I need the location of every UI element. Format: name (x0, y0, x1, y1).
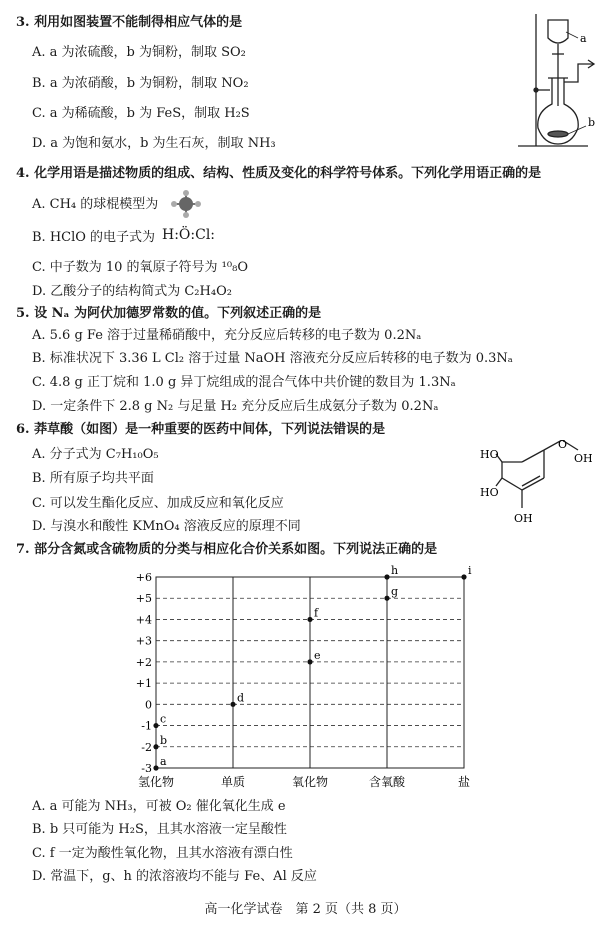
q3-option-a: A. a 为浓硫酸，b 为铜粉，制取 SO₂ (32, 45, 246, 60)
shikimic-label-oh-right: OH (574, 452, 593, 465)
chart-y-tick-label: 0 (145, 698, 152, 712)
q7-option-d: D. 常温下，g、h 的浓溶液均不能与 Fe、Al 反应 (32, 869, 317, 884)
chart-y-tick-label: +6 (135, 571, 152, 584)
q4-option-a: A. CH₄ 的球棍模型为 (32, 197, 159, 212)
chart-point-e (307, 659, 312, 664)
shikimic-label-oh-bottom: OH (514, 512, 533, 525)
chart-point-d (230, 702, 235, 707)
q7-option-a: A. a 可能为 NH₃，可被 O₂ 催化氧化生成 e (32, 799, 286, 814)
chart-y-tick-label: +3 (135, 634, 152, 648)
chart-y-tick-label: -3 (141, 762, 152, 775)
chart-point-i (461, 574, 466, 579)
q6-option-c: C. 可以发生酯化反应、加成反应和氧化反应 (32, 496, 284, 511)
chart-point-label-h: h (391, 564, 399, 577)
chart-point-label-e: e (314, 648, 321, 662)
chart-point-a (153, 765, 158, 770)
q5-option-a: A. 5.6 g Fe 溶于过量稀硝酸中，充分反应后转移的电子数为 0.2Nₐ (32, 328, 422, 343)
q3-option-b: B. a 为浓硝酸，b 为铜粉，制取 NO₂ (32, 76, 249, 91)
shikimic-label-ho-top: HO (480, 448, 499, 461)
chart-y-tick-label: -2 (141, 740, 152, 754)
q5-option-b: B. 标准状况下 3.36 L Cl₂ 溶于过量 NaOH 溶液充分反应后转移的电子数为 0.3Nₐ (32, 351, 513, 366)
chart-y-tick-label: +4 (135, 613, 152, 627)
q6-option-d: D. 与溴水和酸性 KMnO₄ 溶液反应的原理不同 (32, 519, 301, 534)
q7-option-c: C. f 一定为酸性氧化物，且其水溶液有漂白性 (32, 846, 293, 861)
q5-option-c: C. 4.8 g 正丁烷和 1.0 g 异丁烷组成的混合气体中共价键的数目为 1.3Nₐ (32, 375, 456, 390)
apparatus-label-a: a (580, 32, 587, 45)
page-footer: 高一化学试卷 第 2 页（共 8 页） (204, 902, 407, 917)
chart-point-g (384, 596, 389, 601)
chart-x-tick-label: 盐 (457, 775, 471, 789)
chart-x-tick-label: 含氧酸 (368, 775, 406, 789)
chart-x-tick-label: 单质 (220, 775, 246, 789)
chart-y-tick-label: +5 (135, 592, 152, 606)
q6-option-b: B. 所有原子均共平面 (32, 471, 154, 486)
chart-point-label-d: d (237, 691, 245, 705)
chart-y-ticks (136, 571, 152, 775)
q4-option-d: D. 乙酸分子的结构简式为 C₂H₄O₂ (32, 284, 232, 299)
q4-stem: 4. 化学用语是描述物质的组成、结构、性质及变化的科学符号体系。下列化学用语正确的是 (16, 166, 542, 181)
q5-option-d: D. 一定条件下 2.8 g N₂ 与足量 H₂ 充分反应后生成氨分子数为 0.2Nₐ (32, 399, 439, 414)
chart-point-label-f: f (314, 606, 319, 620)
chart-y-tick-label: +1 (135, 677, 152, 691)
hclo-electron-formula: H:Ö:Cl: (162, 227, 216, 243)
q6-stem: 6. 莽草酸（如图）是一种重要的医药中间体，下列说法错误的是 (16, 422, 386, 437)
chart-point-c (153, 723, 158, 728)
chart-x-labels (138, 774, 470, 789)
gas-generation-apparatus (508, 8, 604, 156)
q4-option-c: C. 中子数为 10 的氧原子符号为 ¹⁰₈O (32, 260, 248, 275)
chart-point-label-b: b (160, 733, 168, 747)
apparatus-label-b: b (588, 116, 596, 129)
chart-points (153, 564, 472, 771)
q3-stem: 3. 利用如图装置不能制得相应气体的是 (16, 15, 243, 30)
shikimic-label-ho-bottom: HO (480, 486, 499, 499)
chart-point-h (384, 574, 389, 579)
chart-point-label-g: g (391, 585, 399, 599)
q5-stem: 5. 设 Nₐ 为阿伏加德罗常数的值。下列叙述正确的是 (16, 306, 322, 321)
q3-option-d: D. a 为饱和氨水，b 为生石灰，制取 NH₃ (32, 136, 276, 151)
chart-y-tick-label: +2 (135, 655, 152, 669)
chart-x-tick-label: 氧化物 (291, 775, 329, 789)
chart-point-label-c: c (160, 712, 167, 726)
q7-stem: 7. 部分含氮或含硫物质的分类与相应化合价关系如图。下列说法正确的是 (16, 542, 438, 557)
chart-point-label-a: a (160, 755, 167, 768)
methane-ball-stick-model (170, 190, 202, 218)
chart-point-b (153, 744, 158, 749)
chart-point-f (307, 617, 312, 622)
chart-grid (156, 577, 464, 768)
chart-point-label-i: i (468, 564, 472, 577)
q3-option-c: C. a 为稀硫酸，b 为 FeS，制取 H₂S (32, 106, 250, 121)
valence-chart (130, 562, 480, 798)
shikimic-acid-structure (478, 440, 598, 538)
q7-option-b: B. b 只可能为 H₂S，且其水溶液一定呈酸性 (32, 822, 287, 837)
q6-option-a: A. 分子式为 C₇H₁₀O₅ (32, 447, 159, 462)
chart-x-tick-label: 氢化物 (137, 775, 175, 789)
chart-y-tick-label: -1 (141, 719, 152, 733)
shikimic-label-o: O (558, 440, 568, 451)
q4-option-b: B. HClO 的电子式为 (32, 230, 156, 245)
